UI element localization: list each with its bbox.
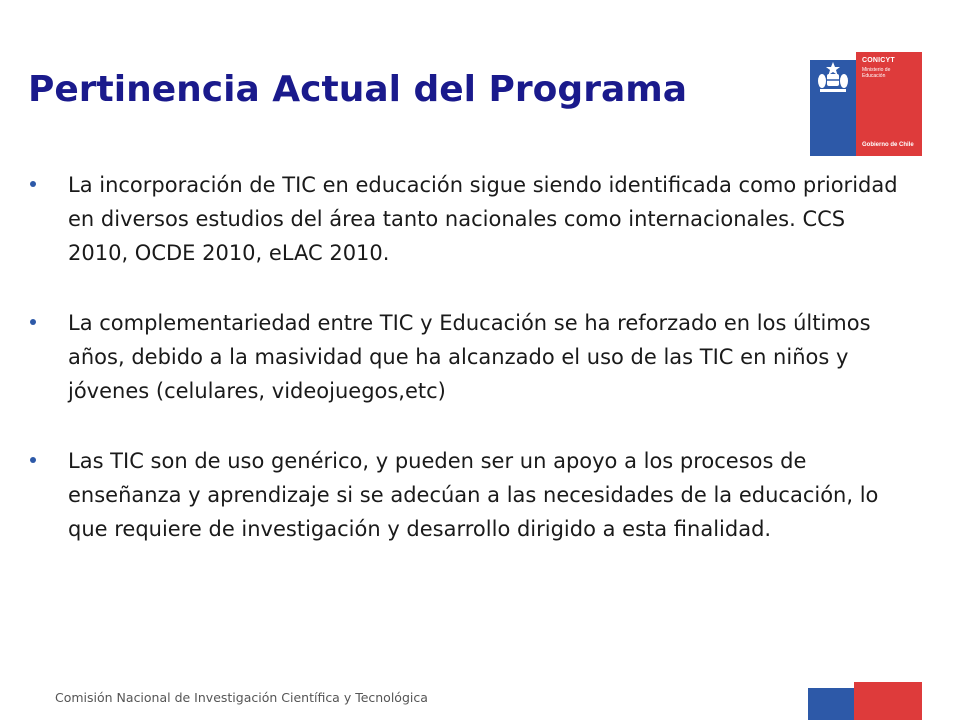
chile-flag-bar xyxy=(808,682,922,720)
bullet-text: La complementariedad entre TIC y Educación se ha reforzado en los últimos años, debido a la masividad que ha alcanzado el uso de las TIC en niños y jóvenes (celulares, videojuegos,etc) xyxy=(68,311,871,403)
logo-red-panel xyxy=(856,52,922,156)
footer-text: Comisión Nacional de Investigación Científica y Tecnológica xyxy=(55,690,428,705)
bullet-item xyxy=(30,306,930,408)
logo-ministry-line2: Educación xyxy=(862,73,886,79)
bullet-item xyxy=(30,168,930,270)
flag-white-strip xyxy=(808,682,854,688)
logo-ministry xyxy=(862,67,890,79)
flag-red-panel xyxy=(854,682,922,720)
logo-government: Gobierno de Chile xyxy=(862,142,914,148)
flag-blue-panel xyxy=(808,682,854,720)
bullet-dot-icon xyxy=(30,319,36,325)
bullet-text: La incorporación de TIC en educación sigue siendo identificada como prioridad en diversos estudios del área tanto nacionales como internacionales. CCS 2010, OCDE 2010, eLAC 2010. xyxy=(68,173,898,265)
logo-white-strip xyxy=(810,52,856,60)
bullet-dot-icon xyxy=(30,181,36,187)
conicyt-logo xyxy=(810,52,922,156)
logo-ministry-line1: Ministerio de xyxy=(862,67,891,73)
slide-title: Pertinencia Actual del Programa xyxy=(28,69,688,110)
bullet-list xyxy=(30,168,930,582)
logo-blue-panel xyxy=(810,52,856,156)
bullet-dot-icon xyxy=(30,457,36,463)
chile-coat-of-arms-icon xyxy=(814,60,852,94)
bullet-item xyxy=(30,444,930,546)
bullet-text: Las TIC son de uso genérico, y pueden ser un apoyo a los procesos de enseñanza y aprendizaje si se adecúan a las necesidades de la educación, lo que requiere de investigación y desarrollo dirigido a esta finalidad. xyxy=(68,449,879,541)
logo-org-name: CONICYT xyxy=(862,57,895,64)
